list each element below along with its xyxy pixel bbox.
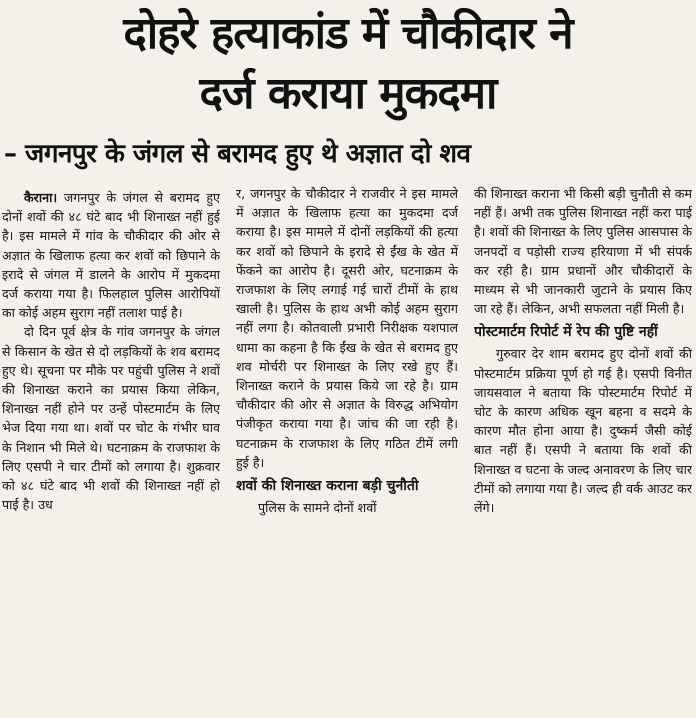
paragraph: पुलिस के सामने दोनों शवों [258,500,377,516]
paragraph: की शिनाख्त कराना भी किसी बड़ी चुनौती से कम नहीं हैं। अभी तक पुलिस शिनाख्त नहीं करा पाई है। शवों की शिनाख्त के लिए पुलिस आसपास के जनपदों व पड़ोसी राज्य हरियाणा में भी संपर्क कर रही है। ग्राम प्रधानों और चौकीदारों के माध्यम से भी जानकारी जुटाने के प्रयास किए जा रहे हैं। लेकिन, अभी सफलता नहीं मिली है। [474,186,692,317]
paragraph-text: जगनपुर के जंगल से बरामद हुए दोनों शवों की ४८ घंटे बाद भी शिनाख्त नहीं हुई है। इस मामले में गांव के चौकीदार की ओर से अज्ञात के खिलाफ हत्या कर शवों को छिपाने के इरादे से जंगल में डालने के आरोप में मुकदमा दर्ज कराया गया है। फिलहाल पुलिस आरोपियों का कोई अहम सुराग नहीं तलाश पाई है। [2,190,220,321]
paragraph [2,188,220,322]
dateline: कैराना। [24,190,58,205]
section-subheading: पोस्टमार्टम रिपोर्ट में रेप की पुष्टि नहीं [474,324,658,341]
subheadline: – जगनपुर के जंगल से बरामद हुए थे अज्ञात दो शव [4,139,471,169]
paragraph: र, जगनपुर के चौकीदार ने राजवीर ने इस मामले में अज्ञात के खिलाफ हत्या का मुकदमा दर्ज कराया है। इस मामले में दोनों लड़कियों की हत्या कर शवों को छिपाने के इरादे से ईंख के खेत में फेंकने का आरोप है। दूसरी ओर, घटनाक्रम के राजफाश के लिए लगाई गई चारों टीमों के हाथ खाली है। पुलिस के हाथ अभी कोई अहम सुराग नहीं लगा है। कोतवाली प्रभारी निरीक्षक यशपाल धामा का कहना है कि ईंख के खेत से बरामद हुए शव मोर्चरी पर शिनाख्त के लिए रखे हुए हैं। शिनाख्त कराने के प्रयास किये जा रहे है। ग्राम चौकीदार की ओर से अज्ञात के विरुद्ध अभियोग पंजीकृत कराया गया है। जांच की जा रही है। घटनाक्रम के राजफाश के लिए गठित टीमें लगी हुई है। [236,186,458,470]
paragraph: गुरुवार देर शाम बरामद हुए दोनों शवों की पोस्टमार्टम प्रक्रिया पूर्ण हो गई है। एसपी विनीत जायसवाल ने बताया कि पोस्टमार्टम रिपोर्ट में चोट के कारण अधिक खून बहना व सदमे के कारण मौत होना आया है। दुष्कर्म जैसी कोई बात नहीं हैं। एसपी ने बताया कि शवों की शिनाख्त व घटना के जल्द अनावरण के लिए चार टीमों को लगाया गया है। जल्द ही वर्क आउट कर लेंगे। [474,346,692,516]
headline-line-2: दर्ज कराया मुकदमा [199,68,497,119]
section-subheading: शवों की शिनाख्त कराना बड़ी चुनौती [236,478,419,495]
headline-line-1: दोहरे हत्याकांड में चौकीदार ने [123,8,573,59]
article-column-3 [474,184,692,714]
article-column-1 [2,188,220,718]
article-column-2 [236,184,458,714]
paragraph: दो दिन पूर्व क्षेत्र के गांव जगनपुर के जंगल से किसान के खेत से दो लड़कियों के शव बरामद हुए थे। सूचना पर मौके पर पहुंची पुलिस ने शवों की शिनाख्त कराने का प्रयास किया लेकिन, शिनाख्त नहीं होने पर उन्हें पोस्टमार्टम के लिए भेज दिया गया था। शवों पर चोट के गंभीर घाव के निशान भी मिले थे। घटनाक्रम के राजफाश के लिए एसपी ने चार टीमों को लगाया है। शुक्रवार को ४८ घंटे बाद भी शवों की शिनाख्त नहीं हो पाई है। उध [2,324,220,513]
